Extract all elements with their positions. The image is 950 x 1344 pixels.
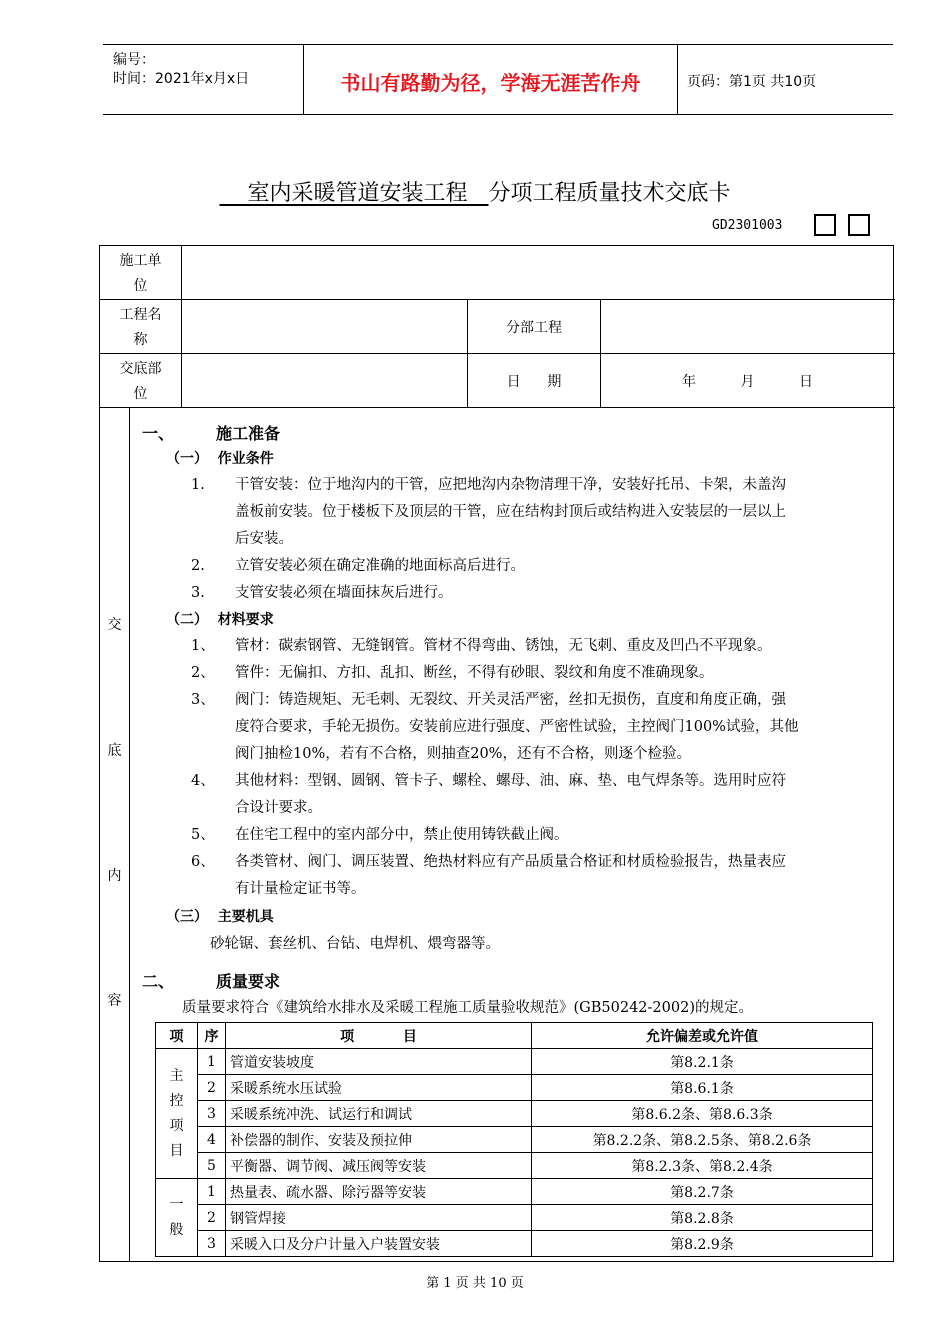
quality-table: [155, 1022, 873, 1257]
list-item-number: 1、: [191, 638, 215, 654]
row-number: 3: [198, 1101, 226, 1127]
item-name: 钢管焊接: [226, 1205, 532, 1231]
col-header: 项: [156, 1023, 198, 1049]
page-header: [103, 44, 893, 115]
list-item-text: 立管安装必须在确定准确的地面标高后进行。: [235, 558, 525, 574]
list-item-number: 3.: [191, 585, 205, 601]
table-row: [156, 1075, 873, 1101]
list-item-text: 干管安装：位于地沟内的干管，应把地沟内杂物清理干净，安装好托吊、卡架，未盖沟: [235, 477, 786, 493]
item-name: 采暖系统冲洗、试运行和调试: [226, 1101, 532, 1127]
list-item-number: 5、: [191, 827, 215, 843]
list-item-text: 管件：无偏扣、方扣、乱扣、断丝，不得有砂眼、裂纹和角度不准确现象。: [235, 665, 714, 681]
document-code: GD2301003: [712, 218, 783, 233]
list-item-number: 1.: [191, 477, 205, 493]
allowed-value: 第8.2.9条: [532, 1231, 873, 1257]
date-value[interactable]: 年 月 日: [681, 374, 813, 390]
side-label-char: 内: [107, 868, 122, 884]
item-name: 补偿器的制作、安装及预拉伸: [226, 1127, 532, 1153]
item-name: 热量表、疏水器、除污器等安装: [226, 1179, 532, 1205]
row-number: 1: [198, 1179, 226, 1205]
col-header: 项 目: [226, 1023, 532, 1049]
section2-heading: 二、 质量要求: [142, 972, 281, 991]
allowed-value: 第8.6.1条: [532, 1075, 873, 1101]
quality-intro: 质量要求符合《建筑给水排水及采暖工程施工质量验收规范》(GB50242-2002)的规定。: [182, 1000, 753, 1016]
row-number: 2: [198, 1205, 226, 1231]
table-row: [156, 1231, 873, 1257]
time-label: 时间：2021年x月x日: [113, 71, 250, 87]
group-label: 一 般: [156, 1179, 198, 1257]
list-item-text: 其他材料：型钢、圆钢、管卡子、螺栓、螺母、油、麻、垫、电气焊条等。选用时应符: [235, 773, 786, 789]
list-item-number: 3、: [191, 692, 215, 708]
list-item-text: 支管安装必须在墙面抹灰后进行。: [235, 585, 453, 601]
row-number: 2: [198, 1075, 226, 1101]
subproject-field[interactable]: [601, 300, 894, 353]
document-title: [0, 176, 950, 207]
date-label: 日 期: [506, 374, 562, 390]
list-item-number: 6、: [191, 854, 215, 870]
number-label: 编号：: [113, 52, 155, 68]
allowed-value: 第8.6.2条、第8.6.3条: [532, 1101, 873, 1127]
checkbox[interactable]: [848, 214, 870, 236]
allowed-value: 第8.2.1条: [532, 1049, 873, 1075]
col-header: 序: [198, 1023, 226, 1049]
list-item-number: 2、: [191, 665, 215, 681]
list-item-number: 4、: [191, 773, 215, 789]
header-meta: [113, 51, 249, 89]
title-project: 室内采暖管道安装工程: [247, 181, 468, 206]
page-info: 页码：第1页 共10页: [687, 74, 817, 90]
list-item-text: 在住宅工程中的室内部分中，禁止使用铸铁截止阀。: [235, 827, 569, 843]
list-item-text: 后安装。: [235, 531, 293, 547]
item-name: 平衡器、调节阀、减压阀等安装: [226, 1153, 532, 1179]
tools-text: 砂轮锯、套丝机、台钻、电焊机、煨弯器等。: [210, 936, 500, 952]
page-footer: 第 1 页 共 10 页: [426, 1276, 524, 1291]
table-header-row: [156, 1023, 873, 1049]
group-label: 主 控 项 目: [156, 1049, 198, 1179]
construction-unit-field[interactable]: [182, 246, 894, 299]
table-row: [156, 1101, 873, 1127]
col-header: 允许偏差或允许值: [532, 1023, 873, 1049]
col-line: [129, 407, 130, 1261]
subheading-work-conditions: （一） 作业条件: [166, 451, 274, 467]
item-name: 采暖入口及分户计量入户装置安装: [226, 1231, 532, 1257]
list-item-number: 2.: [191, 558, 205, 574]
subheading-materials: （二） 材料要求: [166, 612, 274, 628]
construction-unit-label: 施工单 位: [119, 253, 162, 294]
table-row: [156, 1049, 873, 1075]
disclosure-part-field[interactable]: [182, 354, 467, 407]
list-item-text: 阀门：铸造规矩、无毛刺、无裂纹、开关灵活严密，丝扣无损伤，直度和角度正确，强: [235, 692, 786, 708]
row-line: [100, 407, 895, 408]
table-row: [156, 1205, 873, 1231]
list-item-text: 阀门抽检10%，若有不合格，则抽查20%，还有不合格，则逐个检验。: [235, 746, 691, 762]
section1-heading: 一、 施工准备: [142, 424, 281, 443]
side-label-char: 交: [107, 617, 122, 633]
side-label-char: 容: [107, 993, 122, 1009]
allowed-value: 第8.2.2条、第8.2.5条、第8.2.6条: [532, 1127, 873, 1153]
row-number: 1: [198, 1049, 226, 1075]
header-divider: [677, 45, 678, 114]
row-number: 5: [198, 1153, 226, 1179]
item-name: 采暖系统水压试验: [226, 1075, 532, 1101]
list-item-text: 有计量检定证书等。: [235, 881, 366, 897]
title-suffix: 分项工程质量技术交底卡: [488, 181, 731, 206]
table-row: [156, 1153, 873, 1179]
row-number: 4: [198, 1127, 226, 1153]
list-item-text: 度符合要求，手轮无损伤。安装前应进行强度、严密性试验，主控阀门100%试验，其他: [235, 719, 799, 735]
disclosure-part-label: 交底部 位: [119, 361, 162, 402]
allowed-value: 第8.2.8条: [532, 1205, 873, 1231]
table-row: [156, 1179, 873, 1205]
row-number: 3: [198, 1231, 226, 1257]
subheading-tools: （三） 主要机具: [166, 909, 274, 925]
side-label-char: 底: [107, 743, 122, 759]
subproject-label: 分部工程: [506, 320, 562, 336]
checkbox[interactable]: [814, 214, 836, 236]
list-item-text: 盖板前安装。位于楼板下及顶层的干管，应在结构封顶后或结构进入安装层的一层以上: [235, 504, 786, 520]
allowed-value: 第8.2.3条、第8.2.4条: [532, 1153, 873, 1179]
item-name: 管道安装坡度: [226, 1049, 532, 1075]
project-name-label: 工程名 称: [119, 307, 162, 348]
list-item-text: 管材：碳索钢管、无缝钢管。管材不得弯曲、锈蚀，无飞刺、重皮及凹凸不平现象。: [235, 638, 772, 654]
motto: 书山有路勤为径，学海无涯苦作舟: [340, 71, 641, 95]
list-item-text: 各类管材、阀门、调压装置、绝热材料应有产品质量合格证和材质检验报告，热量表应: [235, 854, 786, 870]
project-name-field[interactable]: [182, 300, 467, 353]
allowed-value: 第8.2.7条: [532, 1179, 873, 1205]
list-item-text: 合设计要求。: [235, 800, 322, 816]
table-row: [156, 1127, 873, 1153]
